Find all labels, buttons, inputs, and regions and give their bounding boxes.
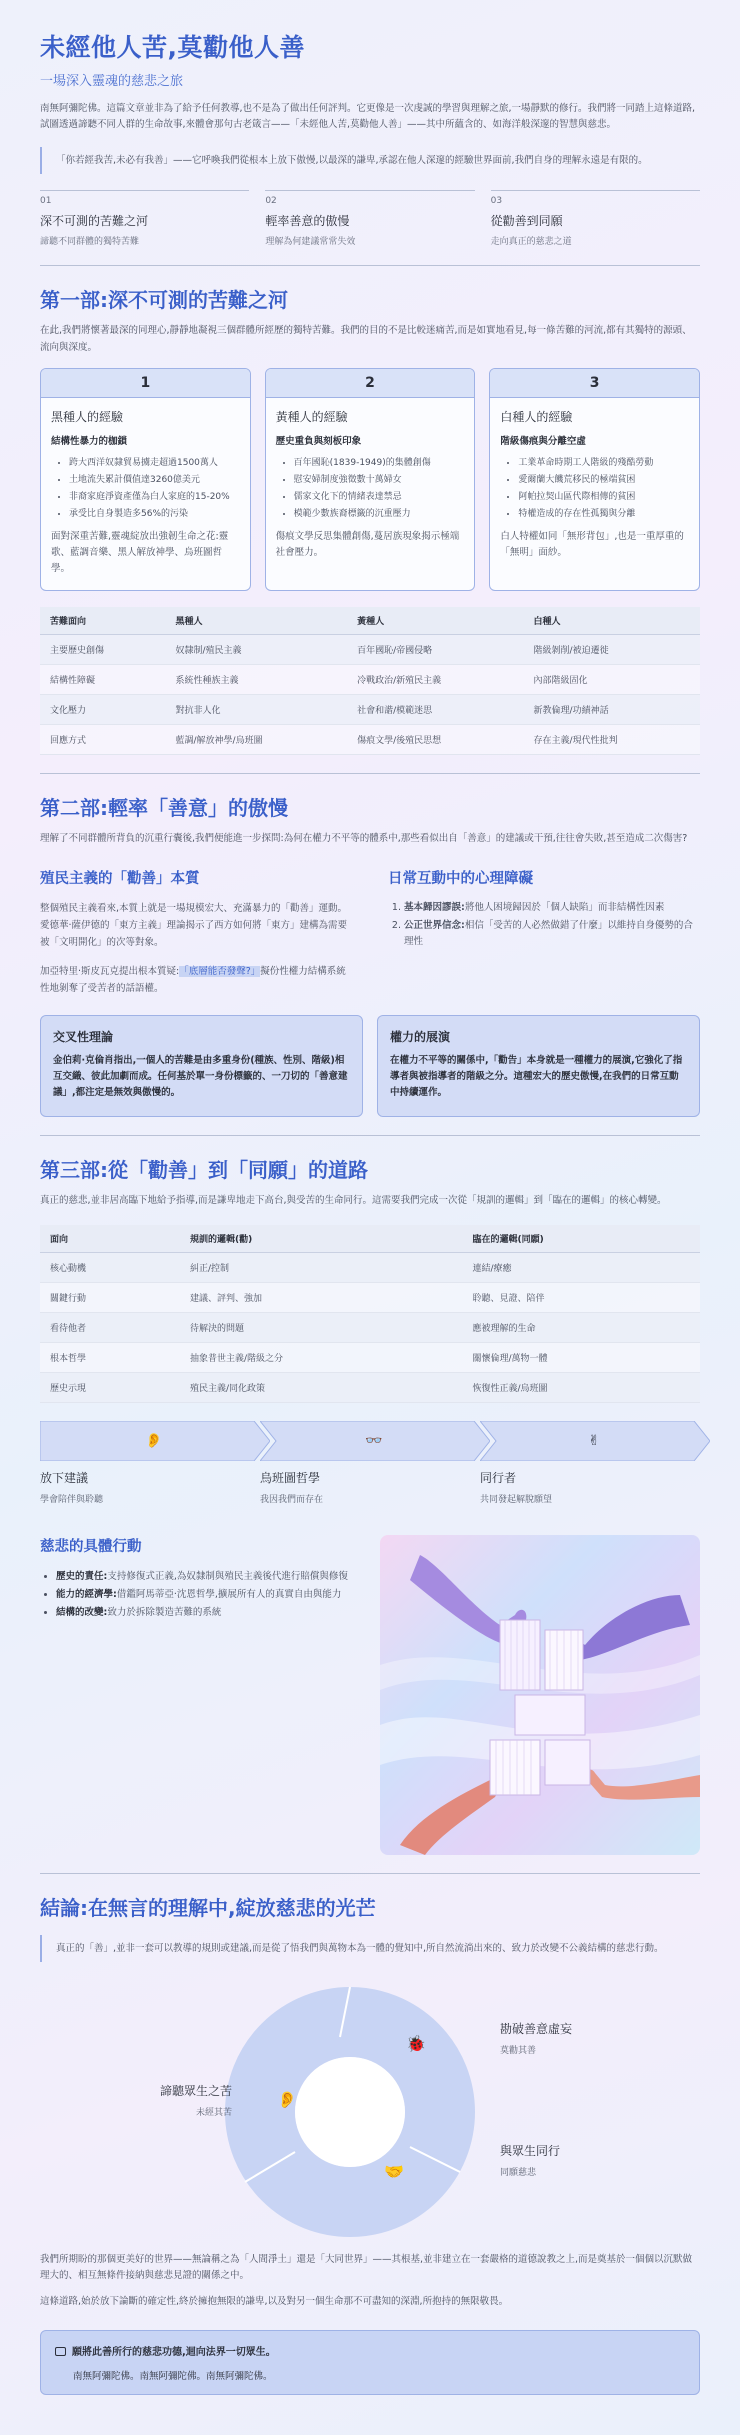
table-row: [40, 1252, 700, 1282]
section-divider: [40, 773, 700, 774]
highlighted-phrase: 「底層能否發聲?」: [179, 965, 261, 977]
table-header-row: [40, 607, 700, 635]
card-list: [518, 455, 689, 523]
box-text: 金伯莉·克倫肖指出,一個人的苦難是由多重身份(種族、性別、階級)相互交織、彼此加劇而成。任何基於單一身份標籤的、一刀切的「善意建議」,都注定是無效與傲慢的。: [53, 1055, 348, 1099]
table-cell: 關鍵行動: [40, 1282, 180, 1312]
column-header: 黑種人: [166, 607, 348, 635]
card-list: [69, 455, 240, 523]
list-item: • 非裔家庭淨資產僅為白人家庭的15-20%: [69, 489, 240, 506]
toc-number: 02: [265, 196, 277, 207]
card-subtitle: 結構性暴力的枷鎖: [51, 435, 128, 447]
toc-title: 從勸善到同願: [490, 214, 563, 229]
dedication-note: [40, 2330, 700, 2395]
toc-number: 01: [40, 196, 52, 207]
item-label: 基本歸因謬誤:: [404, 901, 465, 913]
column-header: 白種人: [524, 607, 700, 635]
action-title: 慈悲的具體行動: [40, 1538, 142, 1555]
table-cell: 主要歷史創傷: [40, 634, 166, 664]
list-item: • 百年國恥(1839-1949)的集體創傷: [294, 455, 465, 472]
cycle-label: [500, 2142, 560, 2178]
table-cell: 藍調/解放神學/烏班圖: [166, 724, 348, 754]
toc-item[interactable]: [265, 190, 474, 247]
list-item: • 慰安婦制度強徵數十萬婦女: [294, 472, 465, 489]
table-row: [40, 664, 700, 694]
table-cell: 新教倫理/功績神話: [524, 694, 700, 724]
card-number: 2: [266, 369, 475, 398]
cycle-label: [160, 2082, 232, 2118]
experience-card: [265, 368, 476, 591]
column-header: 面向: [40, 1225, 180, 1253]
card-footer: 傷痕文學反思集體創傷,蔓居族現象揭示極端社會壓力。: [275, 531, 460, 559]
part1-heading: 第一部:深不可測的苦難之河: [40, 288, 288, 313]
card-number: 3: [490, 369, 699, 398]
table-cell: 結構性障礙: [40, 664, 166, 694]
dedication-text: 願將此善所行的慈悲功德,迴向法界一切眾生。: [72, 2347, 276, 2359]
card-list: [294, 455, 465, 523]
card-footer: 面對深重苦難,靈魂綻放出強韌生命之花:靈歌、藍調音樂、黑人解放神學、烏班圖哲學。: [51, 531, 229, 575]
path-step: [260, 1421, 488, 1461]
experience-card: [489, 368, 700, 591]
cycle-description: 未經其苦: [196, 2107, 233, 2118]
dedication-title: [55, 2343, 685, 2358]
card-subtitle: 歷史重負與刻板印象: [275, 435, 362, 447]
list-item: [56, 1586, 356, 1604]
table-cell: 傷痕文學/後殖民思想: [347, 724, 523, 754]
chat-icon: [55, 2347, 66, 2356]
table-cell: 階級剝削/被迫遷徙: [524, 634, 700, 664]
table-row: [40, 634, 700, 664]
psychology-column: [388, 867, 700, 997]
table-cell: 看待他者: [40, 1312, 180, 1342]
column-header: 黃種人: [347, 607, 523, 635]
table-cell: 殖民主義/同化政策: [180, 1372, 463, 1402]
hands-building-illustration: [380, 1535, 700, 1855]
logic-table: [40, 1225, 700, 1403]
table-cell: 建議、評判、強加: [180, 1282, 463, 1312]
suffering-table: [40, 607, 700, 755]
conclusion-quote: 真正的「善」,並非一套可以教導的規則或建議,而是從了悟我們與萬物本為一體的覺知中,所自然流淌出來的、致力於改變不公義結構的慈悲行動。: [40, 1935, 700, 1962]
cycle-title: 勘破善意虛妄: [500, 2021, 573, 2036]
item-label: 公正世界信念:: [404, 919, 465, 931]
path-step-labels: [40, 1469, 700, 1505]
dedication-chant: 南無阿彌陀佛。南無阿彌陀佛。南無阿彌陀佛。: [73, 2371, 273, 2383]
cycle-title: 與眾生同行: [500, 2143, 561, 2158]
column-paragraph: [40, 963, 352, 997]
step-label: [480, 1469, 700, 1505]
compassion-cycle: [40, 1982, 700, 2242]
table-cell: 核心動機: [40, 1252, 180, 1282]
table-row: [40, 1372, 700, 1402]
step-description: 我因我們而存在: [260, 1494, 324, 1505]
table-cell: 百年國恥/帝國侵略: [347, 634, 523, 664]
table-cell: 文化壓力: [40, 694, 166, 724]
peace-hand-icon: ✌: [588, 1432, 600, 1449]
toc-description: 理解為何建議常常失效: [265, 237, 356, 248]
intro-paragraph: 南無阿彌陀佛。這篇文章並非為了給予任何教導,也不是為了做出任何評判。它更像是一次虔誠的學習與理解之旅,一場靜默的修行。我們將一同踏上這條道路,試圖透過諦聽不同人群的生命故事,來體會那句古老箴言——「未經他人苦,莫勸他人善」——其中所蘊含的、如海洋般深邃的智慧與慈悲。: [40, 103, 696, 131]
list-item: • 特權造成的存在性孤獨與分離: [518, 506, 689, 523]
bug-icon: 🐞: [406, 2033, 426, 2053]
table-row: [40, 1342, 700, 1372]
experience-cards: [40, 368, 700, 591]
section-divider: [40, 1873, 700, 1874]
table-row: [40, 694, 700, 724]
list-item: [56, 1604, 356, 1622]
list-item: • 愛爾蘭大饑荒移民的極端貧困: [518, 472, 689, 489]
table-cell: 糾正/控制: [180, 1252, 463, 1282]
section-divider: [40, 1135, 700, 1136]
column-title: 殖民主義的「勸善」本質: [40, 870, 200, 887]
colonial-column: [40, 867, 352, 997]
barrier-list: [404, 900, 700, 950]
table-cell: 冷戰政治/新殖民主義: [347, 664, 523, 694]
list-item: • 土地流失累計價值達3260億美元: [69, 472, 240, 489]
table-of-contents: [40, 190, 700, 247]
list-item: [56, 1568, 356, 1586]
list-item: • 儒家文化下的情緒表達禁忌: [294, 489, 465, 506]
ear-icon: 👂: [145, 1432, 163, 1449]
cycle-ring: [40, 1982, 700, 2242]
theory-boxes: [40, 1015, 700, 1116]
table-cell: 系統性種族主義: [166, 664, 348, 694]
handshake-icon: 🤝: [384, 2161, 404, 2181]
toc-title: 輕率善意的傲慢: [265, 214, 350, 229]
box-title: 交叉性理論: [53, 1030, 114, 1045]
table-cell: 應被理解的生命: [462, 1312, 700, 1342]
conclusion-paragraph: 我們所期盼的那個更美好的世界——無論稱之為「人間淨土」還是「大同世界」——其根基,並非建立在一套嚴格的道德說教之上,而是奠基於一個個以沉默做理大的、相互無條件接納與慈悲見證的關係之中。: [40, 2253, 693, 2282]
conclusion-paragraph: 這條道路,始於放下論斷的確定性,終於擁抱無限的謙卑,以及對另一個生命那不可盡知的深淵,所抱持的無限敬畏。: [40, 2296, 509, 2308]
table-cell: 存在主義/現代性批判: [524, 724, 700, 754]
list-item: [404, 918, 700, 950]
step-label: [260, 1469, 480, 1505]
card-subtitle: 階級傷痕與分離空虛: [500, 435, 586, 447]
item-text: 借鑑阿馬蒂亞·沈恩哲學,擴展所有人的真實自由與能力: [116, 1588, 342, 1600]
text-fragment: 加亞特里·斯皮瓦克提出根本質疑:: [40, 965, 180, 977]
power-box: [377, 1015, 700, 1116]
card-footer: 白人特權如同「無形背包」,也是一重厚重的「無明」面紗。: [500, 531, 684, 559]
step-title: 同行者: [480, 1470, 517, 1485]
section-divider: [40, 265, 700, 266]
table-cell: 社會和諧/模範迷思: [347, 694, 523, 724]
action-list-block: [40, 1535, 356, 1855]
page-subtitle: 一場深入靈魂的慈悲之旅: [40, 74, 184, 89]
intersectionality-box: [40, 1015, 363, 1116]
glasses-icon: 👓: [365, 1432, 383, 1449]
part2-lead: 理解了不同群體所背負的沉重行囊後,我們便能進一步探問:為何在權力不平等的體系中,那些看似出自「善意」的建議或干預,往往會失敗,甚至造成二次傷害?: [40, 832, 688, 844]
table-header-row: [40, 1225, 700, 1253]
table-cell: 連結/療癒: [462, 1252, 700, 1282]
item-label: 結構的改變:: [56, 1606, 108, 1618]
step-title: 烏班圖哲學: [260, 1470, 321, 1485]
list-item: • 模範少數族裔標籤的沉重壓力: [294, 506, 465, 523]
card-title: 黃種人的經驗: [275, 409, 348, 424]
page-title: 未經他人苦,莫勸他人善: [40, 33, 305, 62]
card-title: 黑種人的經驗: [51, 409, 124, 424]
experience-card: [40, 368, 251, 591]
table-row: [40, 1312, 700, 1342]
step-description: 共同發起解脫願望: [480, 1494, 553, 1505]
column-header: 苦難面向: [40, 607, 166, 635]
path-step: [40, 1421, 268, 1461]
path-steps: [40, 1421, 700, 1461]
path-step: [480, 1421, 708, 1461]
table-cell: 待解決的問題: [180, 1312, 463, 1342]
box-title: 權力的展演: [390, 1030, 451, 1045]
table-cell: 根本哲學: [40, 1342, 180, 1372]
column-paragraph: 整個殖民主義看來,本質上就是一場規模宏大、充滿暴力的「勸善」運動。愛德華·薩伊德的「東方主義」理論揭示了西方如何將「東方」建構為需要被「文明開化」的次等對象。: [40, 902, 348, 948]
toc-number: 03: [490, 196, 503, 207]
text-fragment: 擬份性權力結構系統性地剝奪了受苦者的話語權。: [40, 965, 346, 995]
list-item: • 工業革命時期工人階級的殘酷勞動: [518, 455, 689, 472]
illustration-svg: [380, 1535, 700, 1855]
toc-title: 深不可測的苦難之河: [40, 214, 149, 229]
cycle-label: [500, 2020, 572, 2056]
list-item: • 阿帕拉契山區代際相傳的貧困: [518, 489, 689, 506]
action-section: [40, 1535, 700, 1855]
action-list: [56, 1568, 356, 1622]
table-cell: 抽象普世主義/階級之分: [180, 1342, 463, 1372]
table-cell: 恢復性正義/烏班圖: [462, 1372, 700, 1402]
table-cell: 回應方式: [40, 724, 166, 754]
list-item: [404, 900, 700, 916]
item-text: 致力於拆除製造苦難的系統: [107, 1606, 222, 1618]
toc-item[interactable]: [491, 190, 700, 247]
part2-columns: [40, 867, 700, 997]
intro-quote: 「你若經我苦,未必有我善」——它呼喚我們從根本上放下傲慢,以最深的謙卑,承認在他人深邃的經驗世界面前,我們自身的理解永遠是有限的。: [40, 147, 700, 174]
item-text: 相信「受苦的人必然做錯了什麼」以維持自身優勢的合理性: [404, 919, 693, 947]
card-number: 1: [41, 369, 250, 398]
step-title: 放下建議: [40, 1470, 89, 1485]
step-description: 學會陪伴與聆聽: [40, 1494, 104, 1505]
item-text: 支持修復式正義,為奴隸制與殖民主義後代進行賠償與修復: [107, 1570, 348, 1582]
cycle-description: 同願慈悲: [500, 2167, 537, 2178]
item-label: 能力的經濟學:: [56, 1588, 117, 1600]
part1-lead: 在此,我們將懷著最深的同理心,靜靜地凝視三個群體所經歷的獨特苦難。我們的目的不是比較迷痛苦,而是如實地看見,每一條苦難的河流,都有其獨特的源頭、流向與深度。: [40, 325, 692, 353]
part3-lead: 真正的慈悲,並非居高臨下地給予指導,而是謙卑地走下高台,與受苦的生命同行。這需要我們完成一次從「規訓的邏輯」到「臨在的邏輯」的核心轉變。: [40, 1194, 667, 1206]
item-text: 將他人困境歸因於「個人缺陷」而非結構性因素: [464, 901, 665, 913]
part3-heading: 第三部:從「勸善」到「同願」的道路: [40, 1157, 368, 1182]
box-text: 在權力不平等的關係中,「勸告」本身就是一種權力的展演,它強化了指導者與被指導者的階級之分。這種宏大的歷史傲慢,在我們的日常互動中持續運作。: [390, 1055, 683, 1099]
list-item: • 承受比自身製造多56%的污染: [69, 506, 240, 523]
column-header: 規訓的邏輯(勸): [180, 1225, 463, 1253]
table-cell: 歷史示現: [40, 1372, 180, 1402]
list-item: • 跨大西洋奴隸貿易擄走超過1500萬人: [69, 455, 240, 472]
ear-icon: 👂: [277, 2089, 297, 2109]
column-header: 臨在的邏輯(同願): [462, 1225, 700, 1253]
table-cell: 奴隸制/殖民主義: [166, 634, 348, 664]
toc-description: 諦聽不同群體的獨特苦難: [40, 237, 140, 248]
table-cell: 關懷倫理/萬物一體: [462, 1342, 700, 1372]
table-cell: 對抗非人化: [166, 694, 348, 724]
item-label: 歷史的責任:: [56, 1570, 108, 1582]
conclusion-heading: 結論:在無言的理解中,綻放慈悲的光芒: [40, 1895, 376, 1920]
table-row: [40, 1282, 700, 1312]
column-title: 日常互動中的心理障礙: [388, 870, 533, 887]
card-title: 白種人的經驗: [500, 409, 573, 424]
table-row: [40, 724, 700, 754]
cycle-title: 諦聽眾生之苦: [160, 2083, 233, 2098]
toc-item[interactable]: [40, 190, 249, 247]
table-cell: 聆聽、見證、陪伴: [462, 1282, 700, 1312]
toc-description: 走向真正的慈悲之道: [490, 237, 572, 248]
table-cell: 內部階級固化: [524, 664, 700, 694]
cycle-description: 莫勸其善: [500, 2045, 537, 2056]
step-label: [40, 1469, 260, 1505]
part2-heading: 第二部:輕率「善意」的傲慢: [40, 795, 288, 820]
